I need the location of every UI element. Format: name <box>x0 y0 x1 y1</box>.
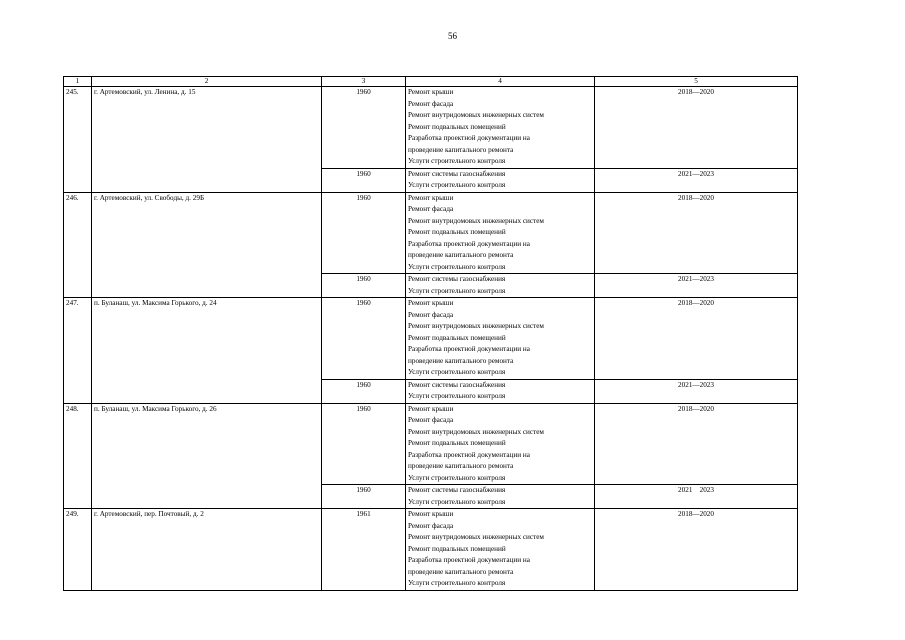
work-item: Ремонт крыши <box>408 299 454 307</box>
header-cell: 2 <box>92 77 322 87</box>
work-item: Ремонт крыши <box>408 88 454 96</box>
works-cell <box>406 168 595 192</box>
year-cell: 1960 <box>322 87 406 169</box>
table-row <box>64 379 798 403</box>
work-item: Ремонт внутридомовых инженерных систем <box>408 533 544 541</box>
table-row <box>64 485 798 509</box>
address-cell <box>92 274 322 298</box>
period-cell: 2021—2023 <box>595 274 798 298</box>
work-item: проведение капитального ремонта <box>408 567 514 576</box>
work-item: Ремонт системы газоснабжения <box>408 486 506 494</box>
period-cell: 2021—2023 <box>595 168 798 192</box>
work-item: Услуги строительного контроля <box>408 497 506 506</box>
year-cell: 1960 <box>322 403 406 485</box>
table-row <box>64 87 798 169</box>
year-cell: 1960 <box>322 379 406 403</box>
work-item: Ремонт подвальных помещений <box>408 122 506 131</box>
works-cell <box>406 192 595 274</box>
work-item: Услуги строительного контроля <box>408 368 506 376</box>
address-cell: п. Буланаш, ул. Максима Горького, д. 24 <box>92 298 322 380</box>
table-row <box>64 274 798 298</box>
work-item: Ремонт системы газоснабжения <box>408 169 506 178</box>
year-cell: 1960 <box>322 298 406 380</box>
work-item: проведение капитального ремонта <box>408 251 514 259</box>
period-cell: 2021—2023 <box>595 379 798 403</box>
work-item: Ремонт внутридомовых инженерных систем <box>408 216 544 225</box>
table-row <box>64 509 798 591</box>
page-number: 56 <box>448 31 457 41</box>
work-item: Ремонт внутридомовых инженерных систем <box>408 427 544 436</box>
work-item: Разработка проектной документации на <box>408 556 530 564</box>
work-item: Разработка проектной документации на <box>408 134 530 142</box>
record-number-cell: 247. <box>64 298 92 380</box>
work-item: Ремонт крыши <box>408 510 454 518</box>
period-cell: 2018—2020 <box>595 192 798 274</box>
work-item: Ремонт фасада <box>408 205 454 213</box>
year-cell: 1960 <box>322 485 406 509</box>
work-item: проведение капитального ремонта <box>408 356 514 365</box>
work-item: Услуги строительного контроля <box>408 157 506 165</box>
address-cell: п. Буланаш, ул. Максима Горького, д. 26 <box>92 403 322 485</box>
record-number-cell <box>64 274 92 298</box>
period-cell: 2018—2020 <box>595 87 798 169</box>
period-cell: 2021 2023 <box>595 485 798 509</box>
work-item: Ремонт подвальных помещений <box>408 333 506 342</box>
work-item: проведение капитального ремонта <box>408 462 514 470</box>
address-cell: г. Артемовский, ул. Свободы, д. 29Б <box>92 192 322 274</box>
works-cell <box>406 274 595 298</box>
works-cell <box>406 509 595 591</box>
record-number-cell: 249. <box>64 509 92 591</box>
record-number-cell: 245. <box>64 87 92 169</box>
period-cell: 2018—2020 <box>595 509 798 591</box>
work-item: Ремонт системы газоснабжения <box>408 380 506 389</box>
work-item: Разработка проектной документации на <box>408 450 530 459</box>
work-item: Ремонт внутридомовых инженерных систем <box>408 322 544 330</box>
work-item: Разработка проектной документации на <box>408 239 530 248</box>
work-item: Ремонт фасада <box>408 416 454 424</box>
work-item: Разработка проектной документации на <box>408 345 530 353</box>
record-number-cell <box>64 168 92 192</box>
work-item: Услуги строительного контроля <box>408 392 506 400</box>
capital-repair-table <box>63 76 798 591</box>
work-item: Ремонт системы газоснабжения <box>408 275 506 283</box>
address-cell <box>92 379 322 403</box>
year-cell: 1960 <box>322 192 406 274</box>
year-cell: 1961 <box>322 509 406 591</box>
period-cell: 2018—2020 <box>595 298 798 380</box>
work-item: проведение капитального ремонта <box>408 145 514 154</box>
address-cell <box>92 168 322 192</box>
address-cell: г. Артемовский, ул. Ленина, д. 15 <box>92 87 322 169</box>
header-cell: 3 <box>322 77 406 87</box>
work-item: Ремонт фасада <box>408 310 454 319</box>
works-cell <box>406 87 595 169</box>
table-row <box>64 403 798 485</box>
work-item: Ремонт подвальных помещений <box>408 439 506 447</box>
header-cell: 4 <box>406 77 595 87</box>
year-cell: 1960 <box>322 274 406 298</box>
work-item: Услуги строительного контроля <box>408 286 506 295</box>
work-item: Ремонт фасада <box>408 521 454 530</box>
header-cell: 1 <box>64 77 92 87</box>
record-number-cell <box>64 485 92 509</box>
table-row <box>64 298 798 380</box>
table-row <box>64 192 798 274</box>
period-cell: 2018—2020 <box>595 403 798 485</box>
work-item: Услуги строительного контроля <box>408 181 506 189</box>
work-item: Услуги строительного контроля <box>408 262 506 271</box>
works-cell <box>406 379 595 403</box>
work-item: Услуги строительного контроля <box>408 473 506 482</box>
record-number-cell: 246. <box>64 192 92 274</box>
address-cell <box>92 485 322 509</box>
record-number-cell <box>64 379 92 403</box>
work-item: Ремонт крыши <box>408 404 454 413</box>
work-item: Ремонт крыши <box>408 193 454 202</box>
address-cell: г. Артемовский, пер. Почтовый, д. 2 <box>92 509 322 591</box>
record-number-cell: 248. <box>64 403 92 485</box>
works-cell <box>406 403 595 485</box>
table-row <box>64 168 798 192</box>
year-cell: 1960 <box>322 168 406 192</box>
header-cell: 5 <box>595 77 798 87</box>
works-cell <box>406 485 595 509</box>
work-item: Ремонт подвальных помещений <box>408 544 506 553</box>
works-cell <box>406 298 595 380</box>
work-item: Ремонт подвальных помещений <box>408 228 506 236</box>
work-item: Ремонт внутридомовых инженерных систем <box>408 111 544 119</box>
header-row <box>64 77 798 87</box>
work-item: Услуги строительного контроля <box>408 579 506 587</box>
work-item: Ремонт фасада <box>408 99 454 108</box>
